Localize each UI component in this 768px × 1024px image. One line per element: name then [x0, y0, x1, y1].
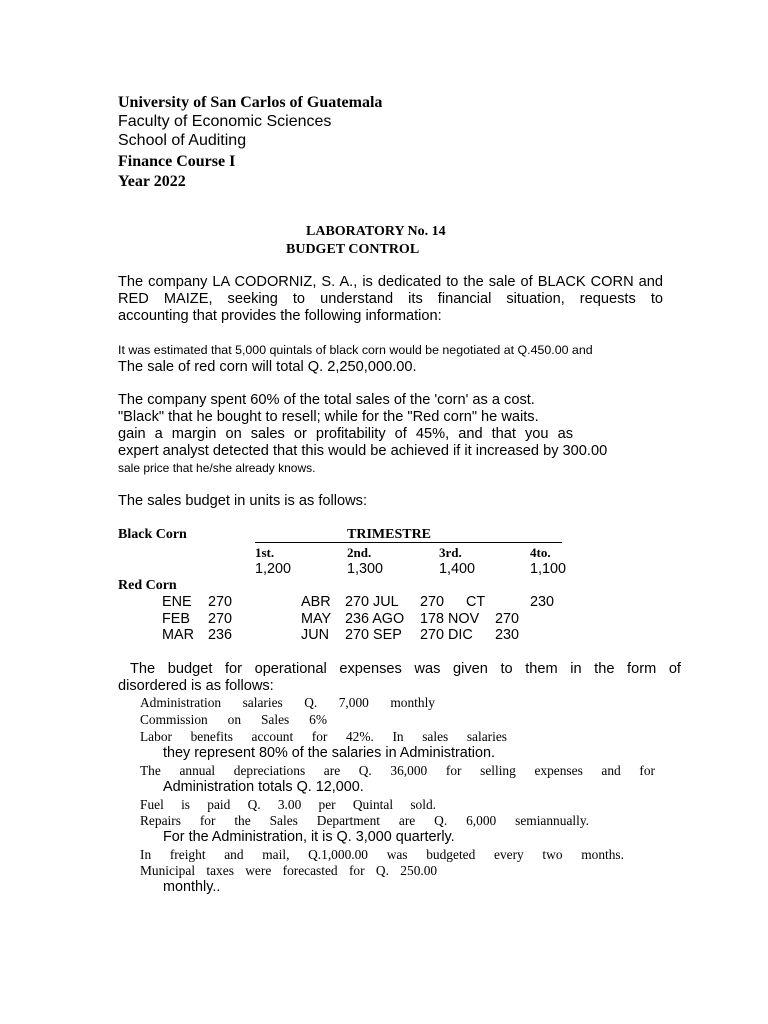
- red-corn-cell: ABR: [301, 594, 331, 610]
- expense-item-continuation: they represent 80% of the salaries in Administration.: [163, 745, 495, 761]
- course-year: Year 2022: [118, 173, 186, 190]
- red-corn-cell: 236: [208, 627, 233, 643]
- red-corn-cell: MAY: [301, 611, 332, 627]
- red-corn-cell: 230: [495, 627, 520, 643]
- black-corn-value: 1,100: [530, 561, 567, 577]
- red-corn-cell: 270: [495, 611, 520, 627]
- lab-number: LABORATORY No. 14: [306, 224, 446, 239]
- red-corn-cell: ENE: [162, 594, 192, 610]
- red-corn-cell: 270 SEP: [345, 627, 402, 643]
- cost-line: "Black" that he bought to resell; while for the "Red corn" he waits.: [118, 409, 539, 425]
- cost-line: gain a margin on sales or profitability of 45%, and that you as: [118, 426, 573, 442]
- cost-line: expert analyst detected that this would be achieved if it increased by 300.00: [118, 443, 608, 459]
- black-corn-label: Black Corn: [118, 527, 187, 542]
- trimestre-header: TRIMESTRE: [347, 527, 432, 542]
- expense-item: Municipal taxes were forecasted for Q. 250.00: [140, 863, 438, 878]
- estimate-line: It was estimated that 5,000 quintals of black corn would be negotiated at Q.450.00 and: [118, 343, 593, 357]
- operational-intro-line: disordered is as follows:: [118, 678, 274, 694]
- estimate-line: The sale of red corn will total Q. 2,250,000.00.: [118, 359, 417, 375]
- red-corn-cell: 270 JUL: [345, 594, 399, 610]
- quarter-header: 4to.: [530, 545, 551, 560]
- expense-item-continuation: monthly..: [163, 879, 221, 895]
- red-corn-cell: 270: [208, 594, 233, 610]
- red-corn-cell: MAR: [162, 627, 194, 643]
- operational-intro-line: The budget for operational expenses was given to them in the form of: [130, 661, 681, 677]
- black-corn-value: 1,200: [255, 561, 292, 577]
- red-corn-cell: CT: [466, 594, 486, 610]
- red-corn-cell: JUN: [301, 627, 329, 643]
- expense-item: Repairs for the Sales Department are Q. 6,000 semiannually.: [140, 813, 589, 828]
- expense-item: Labor benefits account for 42%. In sales salaries: [140, 729, 507, 744]
- red-corn-label: Red Corn: [118, 578, 177, 593]
- red-corn-cell: 270: [420, 594, 445, 610]
- expense-item-continuation: Administration totals Q. 12,000.: [163, 779, 364, 795]
- university-name: University of San Carlos of Guatemala: [118, 94, 383, 111]
- quarter-header: 1st.: [255, 545, 275, 560]
- expense-item: The annual depreciations are Q. 36,000 for selling expenses and for: [140, 763, 655, 778]
- faculty-name: Faculty of Economic Sciences: [118, 113, 332, 130]
- expense-item: Fuel is paid Q. 3.00 per Quintal sold.: [140, 797, 436, 812]
- expense-item: Administration salaries Q. 7,000 monthly: [140, 695, 435, 710]
- red-corn-cell: 178 NOV: [420, 611, 480, 627]
- intro-line: RED MAIZE, seeking to understand its financial situation, requests to: [118, 291, 663, 307]
- cost-line: The company spent 60% of the total sales of the 'corn' as a cost.: [118, 392, 535, 408]
- school-name: School of Auditing: [118, 132, 247, 149]
- expense-item: In freight and mail, Q.1,000.00 was budgeted every two months.: [140, 847, 624, 862]
- red-corn-cell: FEB: [162, 611, 190, 627]
- expense-item: Commission on Sales 6%: [140, 712, 327, 727]
- intro-line: accounting that provides the following information:: [118, 308, 442, 324]
- lab-subject: BUDGET CONTROL: [286, 242, 420, 257]
- sales-budget-intro: The sales budget in units is as follows:: [118, 493, 368, 509]
- red-corn-cell: 236 AGO: [345, 611, 405, 627]
- red-corn-cell: 270 DIC: [420, 627, 473, 643]
- quarter-header: 2nd.: [347, 545, 372, 560]
- course-name: Finance Course I: [118, 153, 236, 170]
- black-corn-value: 1,300: [347, 561, 384, 577]
- red-corn-cell: 230: [530, 594, 555, 610]
- expense-item-continuation: For the Administration, it is Q. 3,000 quarterly.: [163, 829, 455, 845]
- estimate-paragraph: [118, 342, 663, 376]
- cost-paragraph: [118, 392, 663, 477]
- intro-paragraph: [118, 274, 663, 325]
- red-corn-cell: 270: [208, 611, 233, 627]
- black-corn-value: 1,400: [439, 561, 476, 577]
- cost-small-line: sale price that he/she already knows.: [118, 461, 316, 475]
- intro-line: The company LA CODORNIZ, S. A., is dedicated to the sale of BLACK CORN and: [118, 274, 663, 290]
- quarter-header: 3rd.: [439, 545, 462, 560]
